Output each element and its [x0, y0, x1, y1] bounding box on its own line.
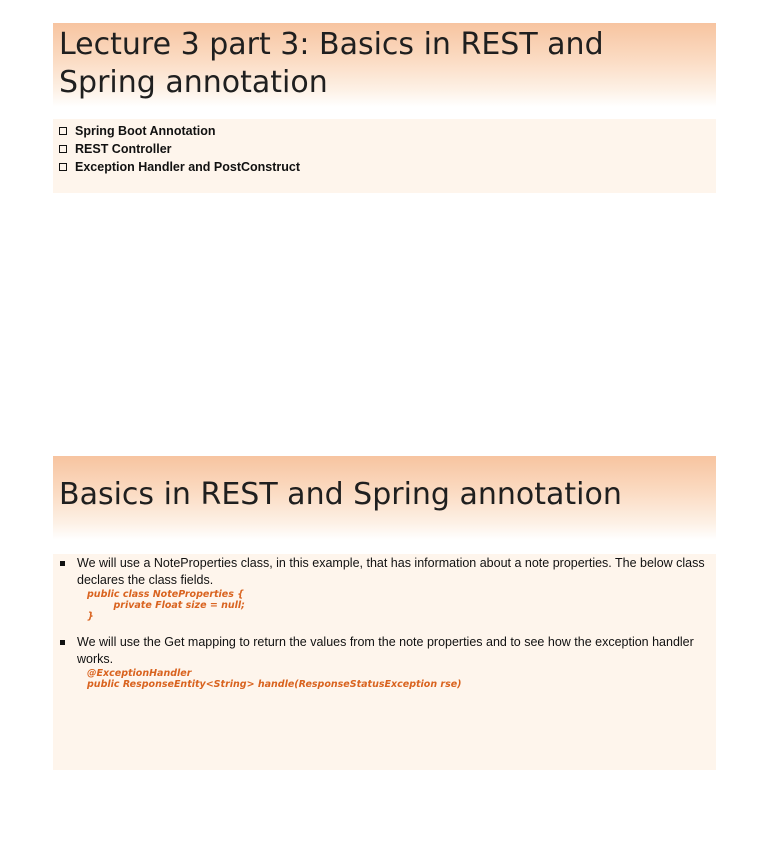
list-item-label: Spring Boot Annotation — [75, 124, 216, 138]
square-bullet-icon — [60, 640, 65, 645]
slide-1-title: Lecture 3 part 3: Basics in REST and Spring annotation — [59, 27, 604, 100]
code-line: public ResponseEntity<String> handle(ResponseStatusException rse) — [87, 679, 462, 690]
checkbox-bullet-icon — [59, 145, 67, 153]
code-line: private Float size = null; — [87, 600, 245, 611]
list-item-label: REST Controller — [75, 142, 172, 156]
checkbox-bullet-icon — [59, 163, 67, 171]
code-line: public class NoteProperties { — [87, 589, 244, 600]
code-line: @ExceptionHandler — [87, 668, 192, 679]
slide-1-content — [53, 119, 716, 193]
bullet-item — [53, 634, 716, 690]
list-item-label: Exception Handler and PostConstruct — [75, 160, 301, 174]
slide-2-content — [53, 554, 716, 770]
slide-1-outline-list — [53, 119, 716, 176]
slide-2 — [53, 456, 716, 770]
slide-2-title: Basics in REST and Spring annotation — [59, 477, 622, 512]
bullet-item — [53, 555, 716, 622]
slide-1 — [53, 23, 716, 193]
code-line: } — [87, 611, 94, 622]
slide-1-title-band — [53, 23, 716, 107]
checkbox-bullet-icon — [59, 127, 67, 135]
bullet-text: We will use a NoteProperties class, in this example, that has information about a note properties. The below class declares the class fields. — [77, 556, 705, 587]
list-item — [59, 140, 716, 158]
square-bullet-icon — [60, 561, 65, 566]
list-item — [59, 122, 716, 140]
slide-2-title-band — [53, 456, 716, 540]
bullet-text: We will use the Get mapping to return the values from the note properties and to see how the exception handler works. — [77, 635, 694, 666]
list-item — [59, 158, 716, 176]
